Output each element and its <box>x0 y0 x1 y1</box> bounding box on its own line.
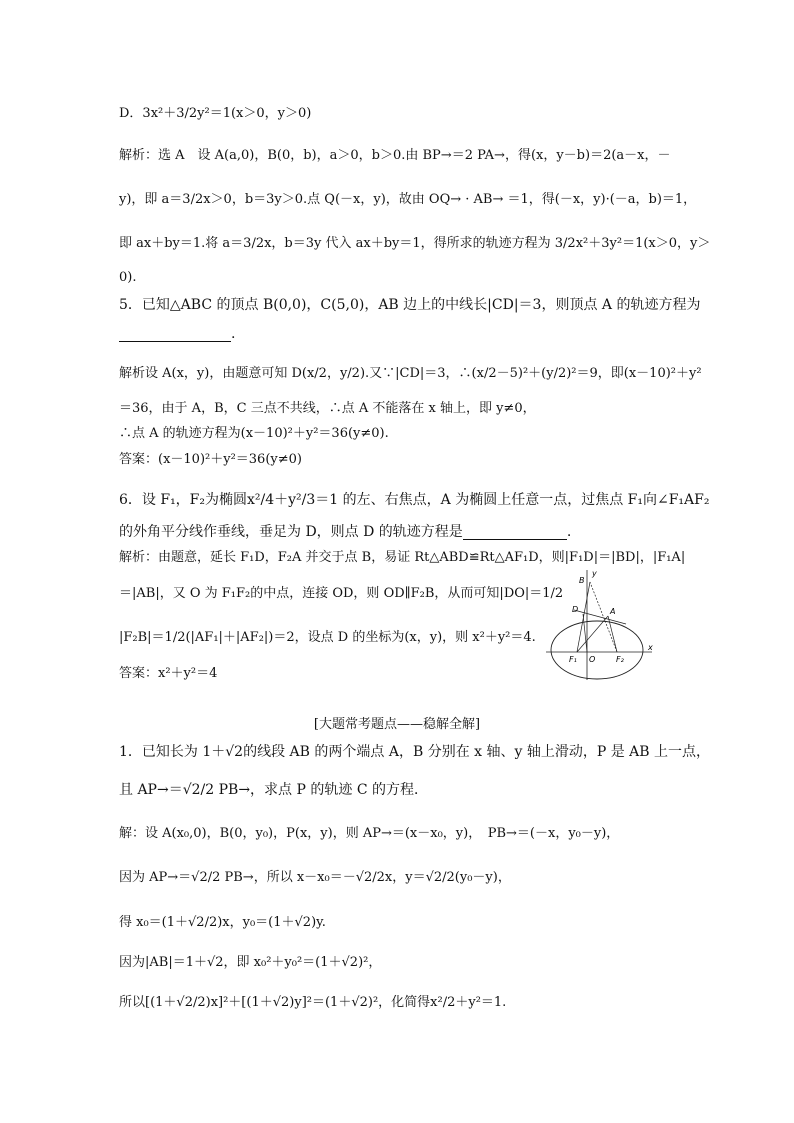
question-6-end: . <box>566 524 572 540</box>
label-d: D <box>572 605 579 614</box>
problem-1: 1．已知长为 1＋√2的线段 AB 的两个端点 A，B 分别在 x 轴、y 轴上滑动，P 是 AB 上一点， <box>119 744 711 760</box>
label-f2: F₂ <box>616 655 624 664</box>
segment-f2-b <box>590 582 617 652</box>
answer-6: 答案：x²＋y²＝4 <box>119 666 218 681</box>
solution-1-line-1: 解：设 A(x₀,0)，B(0，y₀)，P(x，y)，则 AP→＝(x－x₀，y)， PB→＝(－x，y₀－y)， <box>119 826 620 841</box>
label-f1: F₁ <box>569 655 577 664</box>
solution-1-line-3: 得 x₀＝(1＋√2/2)x，y₀＝(1＋√2)y. <box>119 915 326 930</box>
question-5-blank-line <box>119 326 235 342</box>
solution-5-line-1: 解析设 A(x，y)，由题意可知 D(x/2，y/2).又∵|CD|＝3，∴(x/2－5)²＋(y/2)²＝9，即(x－10)²＋y² <box>119 366 702 381</box>
solution-1-line-5: 所以[(1＋√2/2)x]²＋[(1＋√2)y]²＝(1＋√2)²，化简得x²/2＋y²＝1. <box>119 995 507 1010</box>
section-title: [大题常考题点——稳解全解] <box>313 717 481 732</box>
question-6: 6．设 F₁，F₂为椭圆x²/4＋y²/3＝1 的左、右焦点，A 为椭圆上任意一点，过焦点 F₁向∠F₁AF₂ <box>119 492 710 508</box>
answer-5: 答案：(x－10)²＋y²＝36(y≠0) <box>119 452 302 467</box>
question-5-end: . <box>231 326 236 342</box>
ellipse-figure <box>536 566 662 682</box>
label-a: A <box>610 607 616 616</box>
answer-blank <box>463 525 567 540</box>
solution-1-line-2: 因为 AP→＝√2/2 PB→，所以 x－x₀＝－√2/2x，y＝√2/2(y₀－y)， <box>119 870 511 885</box>
question-6-line-2 <box>119 524 571 540</box>
label-o: O <box>589 655 596 664</box>
question-6-text: 的外角平分线作垂线，垂足为 D，则点 D 的轨迹方程是 <box>119 524 463 540</box>
label-y: y <box>592 569 597 578</box>
solution-4-line-4: 0). <box>119 270 137 285</box>
label-b: B <box>579 576 585 585</box>
bisector-line <box>574 610 626 624</box>
option-d: D．3x²＋3/2y²＝1(x＞0，y＞0) <box>119 106 312 121</box>
ellipse-curve <box>551 621 643 679</box>
solution-6-line-3: |F₂B|＝1/2(|AF₁|＋|AF₂|)＝2，设点 D 的坐标为(x，y)，则 x²＋y²＝4. <box>119 630 536 645</box>
solution-5-line-3: ∴点 A 的轨迹方程为(x－10)²＋y²＝36(y≠0). <box>119 426 389 441</box>
solution-6-line-1: 解析：由题意，延长 F₁D，F₂A 并交于点 B，易证 Rt△ABD≌Rt△AF₁D，则|F₁D|＝|BD|，|F₁A| <box>119 550 686 565</box>
label-x: x <box>648 643 653 652</box>
problem-1-line-2: 且 AP→＝√2/2 PB→，求点 P 的轨迹 C 的方程． <box>119 782 428 798</box>
solution-1-line-4: 因为|AB|＝1＋√2，即 x₀²＋y₀²＝(1＋√2)²， <box>119 955 382 970</box>
question-5: 5．已知△ABC 的顶点 B(0,0)，C(5,0)，AB 边上的中线长|CD|＝3，则顶点 A 的轨迹方程为 <box>119 297 701 313</box>
solution-4-line-3: 即 ax＋by＝1.将 a＝3/2x，b＝3y 代入 ax＋by＝1，得所求的轨迹方程为 3/2x²＋3y²＝1(x＞0，y＞ <box>119 236 711 251</box>
solution-6-line-2: ＝|AB|，又 O 为 F₁F₂的中点，连接 OD，则 OD∥F₂B，从而可知|DO|＝1/2 <box>119 586 564 601</box>
solution-4-line-2: y)，即 a＝3/2x＞0，b＝3y＞0.点 Q(－x，y)，故由 OQ→ · AB→ ＝1，得(－x，y)·(－a，b)＝1， <box>119 192 697 207</box>
solution-5-line-2: ＝36，由于 A，B，C 三点不共线，∴点 A 不能落在 x 轴上，即 y≠0， <box>119 401 536 416</box>
solution-4-line-1: 解析：选 A 设 A(a,0)，B(0，b)，a＞0，b＞0.由 BP→＝2 PA→，得(x，y－b)＝2(a－x，－ <box>119 148 671 163</box>
answer-blank <box>119 327 231 342</box>
segment-o-d <box>583 614 587 652</box>
